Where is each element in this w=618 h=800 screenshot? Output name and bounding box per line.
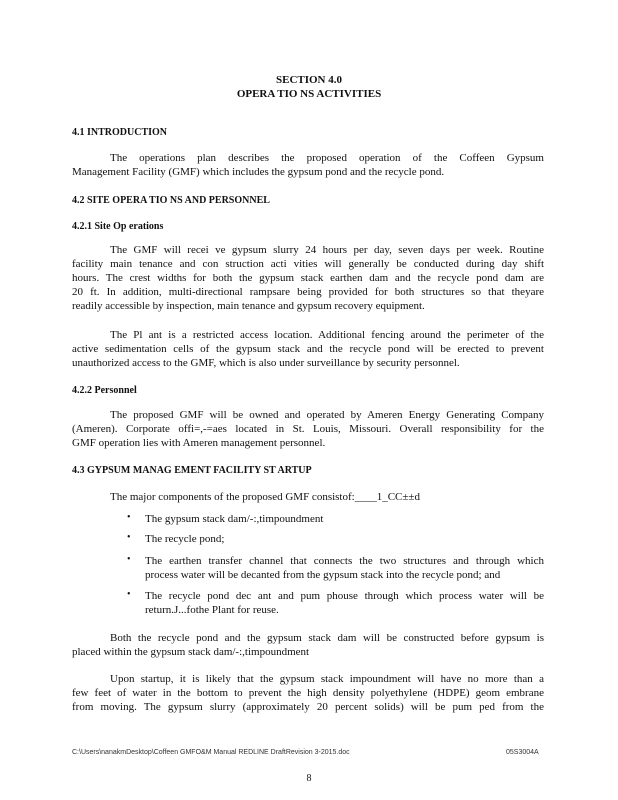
text-line: process water will be decanted from the gypsum stack into the recycle pond; and [145, 569, 501, 581]
section-subtitle: OPERA TIO NS ACTIVITIES [236, 88, 382, 100]
text-line: The earthen transfer channel that connects the two structures and through which [145, 555, 544, 567]
heading-4-2-2: 4.2.2 Personnel [72, 385, 137, 396]
text-line: Management Facility (GMF) which includes the gypsum pond and the recycle pond. [72, 166, 445, 178]
footer-file-path: C:\Users\nanakmDesktop\Coffeen GMFO&M Manual REDLINE DraftRevision 3-2015.doc [72, 749, 350, 756]
text-line: Upon startup, it is likely that the gypsum stack impoundment will have no more than a [110, 673, 544, 685]
text-line: 20 ft. In addition, multi-directional rampsare being provided for both structures so that theyare [72, 286, 544, 298]
paragraph-construction [72, 631, 544, 659]
page-number: 8 [306, 773, 312, 784]
text-line: hours. The crest widths for both the gypsum stack earthen dam and the recycle pond dam are [72, 272, 544, 284]
paragraph-introduction [72, 151, 544, 179]
bullet-item [145, 532, 544, 546]
text-line: The major components of the proposed GMF consistof:____1_CC±±d [110, 491, 420, 503]
text-line: facility main tenance and con struction acti vities will generally be conducted during day shift [72, 258, 544, 270]
text-line: The recycle pond dec ant and pum phouse through which process water will be [145, 590, 544, 602]
text-line: The operations plan describes the proposed operation of the Coffeen Gypsum [110, 152, 544, 164]
text-line: Both the recycle pond and the gypsum stack dam will be constructed before gypsum is [110, 632, 544, 644]
text-line: active sedimentation cells of the gypsum stack and the recycle pond will be erected to prevent [72, 343, 544, 355]
text-line: placed within the gypsum stack dam/-:,timpoundment [72, 646, 310, 658]
bullet-dot: • [127, 554, 131, 565]
bullet-item [145, 554, 544, 582]
text-line: return.J...fothe Plant for reuse. [145, 604, 279, 616]
text-line: unauthorized access to the GMF, which is also under surveillance by security personnel. [72, 357, 460, 369]
bullet-dot: • [127, 512, 131, 523]
paragraph-startup [72, 672, 544, 714]
text-line: The Pl ant is a restricted access location. Additional fencing around the perimeter of the [110, 329, 544, 341]
heading-4-2: 4.2 SITE OPERA TIO NS AND PERSONNEL [72, 195, 270, 206]
text-line: GMF operation lies with Ameren management personnel. [72, 437, 326, 449]
text-line: The GMF will recei ve gypsum slurry 24 hours per day, seven days per week. Routine [110, 244, 544, 256]
heading-4-3: 4.3 GYPSUM MANAG EMENT FACILITY ST ARTUP [72, 465, 312, 476]
text-line: from moving. The gypsum slurry (approximately 20 percent solids) will be pum ped from the [72, 701, 544, 713]
heading-4-2-1: 4.2.1 Site Op erations [72, 221, 164, 232]
bullet-dot: • [127, 532, 131, 543]
paragraph-personnel [72, 408, 544, 450]
text-line: readily accessible by inspection, main tenance and gypsum recovery equipment. [72, 300, 425, 312]
paragraph-site-operations-2 [72, 328, 544, 370]
text-line: (Ameren). Corporate offi=,-=aes located in St. Louis, Missouri. Overall responsibility for the [72, 423, 544, 435]
paragraph-major-components [72, 490, 544, 504]
section-title: SECTION 4.0 [275, 74, 343, 86]
bullet-item [145, 512, 544, 526]
text-line: few feet of water in the bottom to prevent the high density polyethylene (HDPE) geom embrane [72, 687, 544, 699]
heading-4-1: 4.1 INTRODUCTION [72, 127, 168, 138]
footer-doc-code: 05S3004A [506, 749, 539, 756]
paragraph-site-operations-1 [72, 243, 544, 313]
bullet-dot: • [127, 589, 131, 600]
text-line: The recycle pond; [145, 533, 225, 545]
text-line: The gypsum stack dam/-:,timpoundment [145, 513, 324, 525]
bullet-item [145, 589, 544, 617]
text-line: The proposed GMF will be owned and operated by Ameren Energy Generating Company [110, 409, 544, 421]
